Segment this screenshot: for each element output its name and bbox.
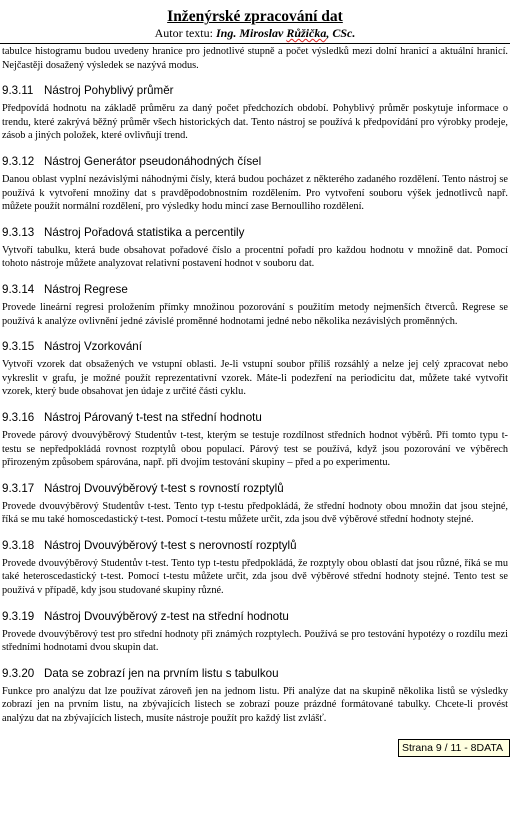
section-9-3-18 [2, 539, 508, 598]
author-name [216, 26, 355, 40]
page-position-tooltip: Strana 9 / 11 - 8DATA [398, 739, 510, 757]
section-9-3-13 [2, 226, 508, 271]
section-number: 9.3.19 [2, 609, 35, 623]
section-title: Nástroj Dvouvýběrový t-test s rovností rozptylů [44, 481, 284, 495]
section-title: Nástroj Generátor pseudonáhodných čísel [44, 154, 262, 168]
document-title: Inženýrské zpracování dat [167, 8, 343, 25]
section-number: 9.3.13 [2, 225, 35, 239]
section-heading [2, 155, 508, 169]
section-9-3-14 [2, 283, 508, 328]
section-heading [2, 340, 508, 354]
author-name-surname: Růžička [286, 26, 327, 40]
document-body [2, 45, 508, 726]
section-text: Provede dvouvýběrový Studentův t-test. Tento typ t-testu předpokládá, že střední hodnoty obou množin dat jsou stejné, říká se mu také homoscedastický t-test. Pomocí t-testu můžete určit, zda jsou dvě výběrové střední hodnoty stejné. [2, 500, 508, 526]
section-number: 9.3.14 [2, 282, 35, 296]
section-heading [2, 539, 508, 553]
author-name-pre: Ing. Miroslav [215, 26, 287, 40]
section-text: Funkce pro analýzu dat lze používat zároveň jen na jednom listu. Při analýze dat na skupině několika listů se výsledky zobrazí jen na prvním listu, na zbývajících listech se zobrazí pouze prázdné formátované tabulky. Chcete-li provést analýzu dat na zbývajících listech, musíte nástroje použít pro každý list zvlášť. [2, 685, 508, 725]
section-number: 9.3.18 [2, 538, 35, 552]
section-9-3-17 [2, 482, 508, 527]
section-text: Danou oblast vyplní nezávislými náhodnými čísly, která budou pocházet z některého zadaného rozdělení. Tento nástroj se používá k vytvoření množiny dat s pravděpodobnostním rozdělením. Pro vytvoření souboru výšek jednotlivců např. můžete použít normální rozdělení, pro výsledky hodu mincí zase Bernoulliho rozdělení. [2, 173, 508, 213]
section-title: Nástroj Pohyblivý průměr [44, 84, 174, 98]
section-number: 9.3.11 [2, 84, 34, 98]
section-text: Vytvoří vzorek dat obsažených ve vstupní oblasti. Je-li vstupní soubor příliš rozsáhlý a nelze jej celý zpracovat nebo vykreslit v grafu, je možné použít reprezentativní vzorek. Máte-li podezření na periodicitu dat, můžete také vytvořit vzorek, který bude obsahovat jen údaje z určité části cyklu. [2, 359, 508, 398]
section-number: 9.3.12 [2, 154, 35, 168]
section-text: Provede dvouvýběrový Studentův t-test. Tento typ t-testu předpokládá, že rozptyly obou oblastí dat jsou různé, říká se mu také heteroscedastický t-test. Pomocí t-testu můžete určit, zda jsou dvě výběrové střední hodnoty stejné. Tento test se používá v případě, kdy jsou studované skupiny různé. [2, 557, 508, 597]
section-text: Předpovídá hodnotu na základě průměru za daný počet předchozích období. Pohyblivý průměr poskytuje informace o trendu, které zakrývá běžný průměr všech historických dat. Tento nástroj se používá k předpovídání pro výrobky prodeje, zásob a jiných položek, které ovlivňují trend. [2, 103, 508, 142]
section-title: Data se zobrazí jen na prvním listu s tabulkou [44, 666, 279, 680]
document-header [0, 8, 510, 41]
section-text: Vytvoří tabulku, která bude obsahovat pořadové číslo a procentní pořadí pro každou hodnotu v množině dat. Pomocí tohoto nástroje můžete analyzovat relativní postavení hodnot v souboru dat. [2, 244, 508, 270]
section-text: Provede dvouvýběrový test pro střední hodnoty při známých rozptylech. Používá se pro testování hypotézy o rozdílu mezi středními hodnotami dvou skupin dat. [2, 628, 508, 654]
section-text: Provede lineární regresi proložením přímky množinou pozorování s použitím metody nejmenších čtverců. Regrese se používá k analýze ovlivnění jedné závislé proměnné hodnotami jedné nebo několika nezávislých proměnných. [2, 301, 508, 327]
section-title: Nástroj Vzorkování [44, 340, 142, 354]
section-number: 9.3.17 [2, 481, 35, 495]
section-9-3-16 [2, 411, 508, 470]
section-text: Provede párový dvouvýběrový Studentův t-test, kterým se testuje rozdílnost středních hodnot výběrů. Při tomto typu t-testu se nepředpokládá rovnost rozptylů obou populací. Párový test se používá, když jsou pozorování ve výběrech přirozeným způsobem spárována, např. při dvojím testování skupiny – před a po experimentu. [2, 429, 508, 469]
section-9-3-11 [2, 84, 508, 143]
section-title: Nástroj Regrese [44, 282, 128, 296]
section-heading [2, 482, 508, 496]
section-9-3-12 [2, 155, 508, 214]
section-title: Nástroj Pořadová statistika a percentily [44, 225, 245, 239]
section-heading [2, 411, 508, 425]
section-heading [2, 226, 508, 240]
section-heading [2, 283, 508, 297]
section-title: Nástroj Párovaný t-test na střední hodnotu [44, 410, 262, 424]
section-number: 9.3.20 [2, 666, 35, 680]
author-label: Autor textu: [154, 26, 213, 40]
section-title: Nástroj Dvouvýběrový z-test na střední hodnotu [44, 609, 289, 623]
header-divider [0, 43, 510, 44]
document-author [0, 26, 510, 41]
section-heading [2, 610, 508, 624]
author-name-post: , CSc. [326, 26, 356, 40]
section-heading [2, 84, 508, 98]
section-number: 9.3.16 [2, 410, 35, 424]
section-9-3-20 [2, 667, 508, 726]
section-9-3-15 [2, 340, 508, 399]
section-number: 9.3.15 [2, 340, 35, 354]
intro-paragraph: tabulce histogramu budou uvedeny hranice pro jednotlivé stupně a počet výsledků mezi dolní hranicí a aktuální hranicí. Nejčastěji dosažený výsledek se nazývá modus. [2, 46, 508, 71]
section-9-3-19 [2, 610, 508, 655]
section-heading [2, 667, 508, 681]
section-title: Nástroj Dvouvýběrový t-test s nerovností rozptylů [44, 538, 297, 552]
